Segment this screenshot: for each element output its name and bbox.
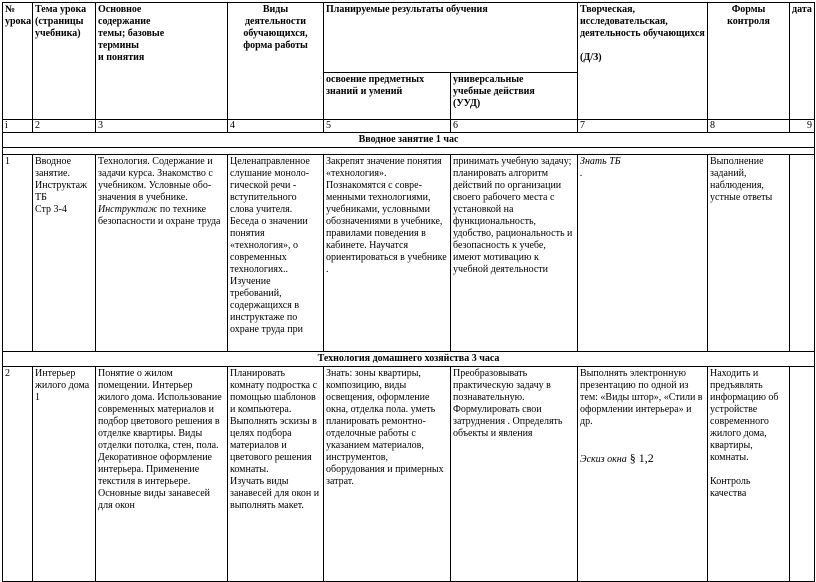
header-row — [3, 3, 815, 73]
column-number: 7 — [578, 120, 708, 133]
lesson-creative: Знать ТБ . — [578, 155, 708, 352]
lesson-date — [790, 367, 815, 582]
column-number: 8 — [708, 120, 790, 133]
lesson-date — [790, 155, 815, 352]
header-activities: Виды деятельности обучающихся, форма работы — [228, 3, 324, 120]
lesson-creative — [578, 367, 708, 582]
header-subject-knowledge: освоение предметных знаний и умений — [324, 73, 451, 120]
section-row — [3, 133, 815, 148]
creative-italic-task: Эскиз окна — [580, 454, 627, 465]
content-text: Технология. Содержание и задачи курса. Знакомство с учебником. Условные обо-значения в учебнике. — [98, 156, 213, 203]
creative-paragraph-ref: § 1,2 — [626, 451, 654, 465]
header-content: Основное содержание темы; базовые термины и понятия — [96, 3, 228, 120]
lesson-activities: Планировать комнату подростка с помощью шаблонов и компьютера. Выполнять эскизы в целях подбора материалов и цветового решения комнаты. Изучать виды занавесей для окон и выполнять макет. — [228, 367, 324, 582]
lesson-control: Находить и предъявлять информацию об устройстве современного жилого дома, квартиры, комнаты. Контроль качества — [708, 367, 790, 582]
lesson-plan-table — [2, 2, 815, 582]
column-number: 9 — [790, 120, 815, 133]
column-number: 4 — [228, 120, 324, 133]
header-planned-results: Планируемые результаты обучения — [324, 3, 578, 73]
lesson-activities: Целенаправленное слушание моноло-гической речи - вступительного слова учителя. Беседа о значении понятия «технология», о современных технологиях.. Изучение требований, содержащихся в инструктаже по охране труда при — [228, 155, 324, 352]
table-row — [3, 367, 815, 582]
column-number: 2 — [33, 120, 96, 133]
lesson-subject-results: Закрепят значение понятия «технология». Познакомятся с совре-менными технологиями, учебниками, условными обозначениями в учебнике, правилами поведения в кабинете. Научатся ориентироваться в учебнике . — [324, 155, 451, 352]
content-text: по технике безопасности и охране труда — [98, 204, 221, 227]
header-creative-work: Творческая, исследовательская, деятельность обучающихся (Д/З) — [578, 3, 708, 120]
column-number-row — [3, 120, 815, 133]
content-italic-term: Инструктаж — [98, 204, 158, 215]
section-title-home: Технология домашнего хозяйства 3 часа — [3, 352, 815, 367]
column-number: i — [3, 120, 33, 133]
spacer-row — [3, 148, 815, 155]
header-date: дата — [790, 3, 815, 120]
lesson-content — [96, 155, 228, 352]
header-lesson-number: № урока — [3, 3, 33, 120]
lesson-control: Выполнение заданий, наблюдения, устные ответы — [708, 155, 790, 352]
lesson-uud: Преобразовывать практическую задачу в познавательную. Формулировать свои затруднения . Определять объекты и явления — [451, 367, 578, 582]
lesson-subject-results: Знать: зоны квартиры, композицию, виды освещения, оформление окна, отделка пола. уметь планировать ремонтно-отделочные работы с указанием материалов, инструментов, оборудования и примерных затрат. — [324, 367, 451, 582]
creative-text: Выполнять электронную презентацию по одной из тем: «Виды штор», «Стили в оформлении интерьера» и др. — [580, 368, 703, 427]
lesson-topic: Интерьер жилого дома 1 — [33, 367, 96, 582]
lesson-content: Понятие о жилом помещении. Интерьер жилого дома. Использование современных материалов и подбор цветового решения в отделке квартиры. Виды отделки потолка, стен, пола. Декоративное оформление интерьера. Применение текстиля в интерьере. Основные виды занавесей для окон — [96, 367, 228, 582]
lesson-topic: Вводное занятие. Инструктаж ТБ Стр 3-4 — [33, 155, 96, 352]
lesson-number: 1 — [3, 155, 33, 352]
column-number: 3 — [96, 120, 228, 133]
spacer — [3, 148, 815, 155]
table-row — [3, 155, 815, 352]
column-number: 6 — [451, 120, 578, 133]
header-control-forms: Формы контроля — [708, 3, 790, 120]
lesson-number: 2 — [3, 367, 33, 582]
header-topic: Тема урока (страницы учебника) — [33, 3, 96, 120]
lesson-uud: принимать учебную задачу; планировать алгоритм действий по организации своего рабочего места с установкой на функциональность, удобство, рациональность и безопасность к учебе, имеют мотивацию к учебной деятельности — [451, 155, 578, 352]
column-number: 5 — [324, 120, 451, 133]
section-row — [3, 352, 815, 367]
section-title-intro: Вводное занятие 1 час — [3, 133, 815, 148]
header-uud: универсальные учебные действия (УУД) — [451, 73, 578, 120]
